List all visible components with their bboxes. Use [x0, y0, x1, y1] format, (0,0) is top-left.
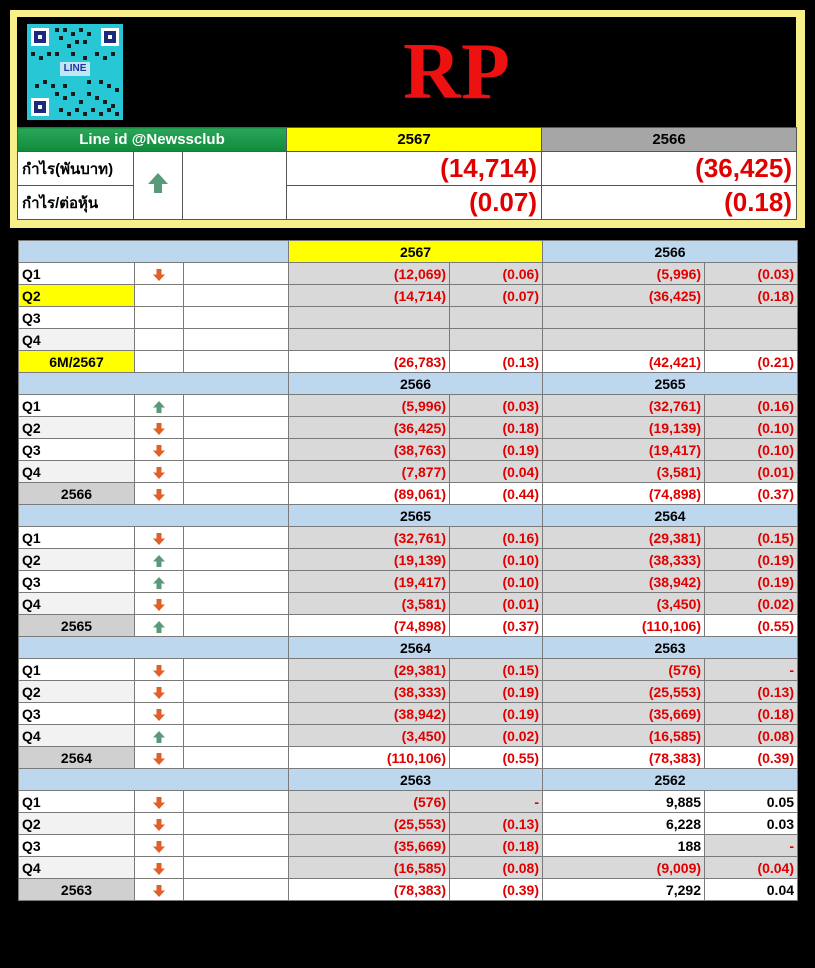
row-label: Q2 [19, 813, 135, 835]
arrow-down-icon [152, 686, 166, 700]
blank-cell [184, 329, 289, 351]
trend-cell [135, 703, 184, 725]
profit-b-cell: (38,333) [543, 549, 705, 571]
trend-cell [135, 461, 184, 483]
eps-b-cell: (0.03) [705, 263, 798, 285]
profit-current-value: (14,714) [287, 152, 542, 186]
profit-b-cell: (19,139) [543, 417, 705, 439]
profit-label: กำไร(พันบาท) [18, 152, 134, 186]
blank-cell [184, 395, 289, 417]
trend-cell [135, 329, 184, 351]
eps-a-cell: (0.18) [450, 835, 543, 857]
profit-b-cell [543, 329, 705, 351]
eps-b-cell: (0.39) [705, 747, 798, 769]
header-card [10, 10, 805, 228]
profit-b-cell: (78,383) [543, 747, 705, 769]
year-header-spacer [19, 241, 289, 263]
trend-cell [135, 351, 184, 373]
year-header-row [19, 373, 798, 395]
eps-a-cell: (0.15) [450, 659, 543, 681]
blank-cell [184, 307, 289, 329]
eps-a-cell: (0.16) [450, 527, 543, 549]
blank-cell [184, 791, 289, 813]
table-row [19, 835, 798, 857]
arrow-down-icon [152, 708, 166, 722]
blank-cell [184, 439, 289, 461]
blank-cell [184, 725, 289, 747]
blank-cell [184, 593, 289, 615]
table-row [19, 527, 798, 549]
eps-a-cell: (0.10) [450, 571, 543, 593]
profit-b-cell: (576) [543, 659, 705, 681]
table-row [19, 857, 798, 879]
blank-cell [184, 285, 289, 307]
trend-cell [135, 725, 184, 747]
blank-cell [184, 549, 289, 571]
profit-a-cell: (38,333) [289, 681, 450, 703]
table-row [19, 329, 798, 351]
profit-b-cell: 6,228 [543, 813, 705, 835]
profit-a-cell: (35,669) [289, 835, 450, 857]
section-year-a: 2566 [289, 373, 543, 395]
profit-previous-value: (36,425) [542, 152, 797, 186]
line-qr-code[interactable] [27, 24, 123, 120]
row-label: Q4 [19, 461, 135, 483]
profit-b-cell: (32,761) [543, 395, 705, 417]
row-label: Q4 [19, 725, 135, 747]
row-label: Q4 [19, 857, 135, 879]
blank-cell [184, 857, 289, 879]
stock-symbol-title: RP [403, 28, 510, 116]
eps-b-cell: (0.10) [705, 439, 798, 461]
blank-cell [184, 659, 289, 681]
row-label: Q2 [19, 681, 135, 703]
row-label: Q2 [19, 549, 135, 571]
section-year-a: 2564 [289, 637, 543, 659]
total-row [19, 483, 798, 505]
year-header-spacer [19, 637, 289, 659]
eps-a-cell: (0.55) [450, 747, 543, 769]
eps-b-cell: (0.21) [705, 351, 798, 373]
trend-cell [135, 659, 184, 681]
table-row [19, 659, 798, 681]
profit-b-cell: (42,421) [543, 351, 705, 373]
blank-cell [184, 351, 289, 373]
qr-finder-icon [31, 98, 49, 116]
eps-a-cell: (0.19) [450, 439, 543, 461]
summary-blank-cell [183, 152, 287, 220]
profit-a-cell: (26,783) [289, 351, 450, 373]
profit-b-cell: 9,885 [543, 791, 705, 813]
profit-b-cell: (3,581) [543, 461, 705, 483]
trend-cell [135, 791, 184, 813]
profit-a-cell: (12,069) [289, 263, 450, 285]
arrow-down-icon [152, 444, 166, 458]
profit-b-cell: (36,425) [543, 285, 705, 307]
eps-a-cell: (0.08) [450, 857, 543, 879]
table-row [19, 791, 798, 813]
header-panel [17, 17, 796, 220]
year-header-spacer [19, 373, 289, 395]
eps-a-cell: (0.39) [450, 879, 543, 901]
blank-cell [184, 835, 289, 857]
profit-a-cell: (14,714) [289, 285, 450, 307]
trend-cell [135, 417, 184, 439]
eps-a-cell: (0.13) [450, 351, 543, 373]
profit-b-cell: (3,450) [543, 593, 705, 615]
row-label: 2564 [19, 747, 135, 769]
table-row [19, 681, 798, 703]
eps-a-cell: (0.01) [450, 593, 543, 615]
profit-b-cell: (29,381) [543, 527, 705, 549]
blank-cell [184, 527, 289, 549]
trend-cell [135, 395, 184, 417]
profit-a-cell: (7,877) [289, 461, 450, 483]
eps-a-cell [450, 329, 543, 351]
table-row [19, 593, 798, 615]
table-row [19, 725, 798, 747]
eps-a-cell: (0.44) [450, 483, 543, 505]
eps-b-cell: (0.18) [705, 285, 798, 307]
profit-a-cell: (38,942) [289, 703, 450, 725]
row-label: Q3 [19, 835, 135, 857]
eps-b-cell [705, 307, 798, 329]
trend-cell [135, 549, 184, 571]
profit-a-cell: (29,381) [289, 659, 450, 681]
total-row [19, 879, 798, 901]
row-label: Q1 [19, 791, 135, 813]
section-year-b: 2566 [543, 241, 798, 263]
quarterly-results-table [18, 240, 798, 901]
profit-a-cell: (3,450) [289, 725, 450, 747]
profit-a-cell: (19,139) [289, 549, 450, 571]
profit-b-cell: (5,996) [543, 263, 705, 285]
arrow-down-icon [152, 488, 166, 502]
profit-a-cell: (19,417) [289, 571, 450, 593]
profit-a-cell: (38,763) [289, 439, 450, 461]
profit-b-cell: (74,898) [543, 483, 705, 505]
trend-cell [135, 879, 184, 901]
table-row [19, 307, 798, 329]
summary-trend-cell [134, 152, 183, 220]
arrow-down-icon [152, 598, 166, 612]
line-id-label[interactable]: Line id @Newssclub [18, 128, 287, 152]
profit-b-cell: 188 [543, 835, 705, 857]
profit-a-cell: (78,383) [289, 879, 450, 901]
profit-a-cell: (110,106) [289, 747, 450, 769]
trend-cell [135, 439, 184, 461]
blank-cell [184, 417, 289, 439]
table-row [19, 285, 798, 307]
row-label: Q4 [19, 593, 135, 615]
eps-a-cell [450, 307, 543, 329]
table-row [19, 417, 798, 439]
year-header-row [19, 637, 798, 659]
profit-b-cell: (38,942) [543, 571, 705, 593]
trend-cell [135, 835, 184, 857]
eps-current-value: (0.07) [287, 186, 542, 220]
trend-cell [135, 813, 184, 835]
blank-cell [184, 615, 289, 637]
table-row [19, 571, 798, 593]
table-row [19, 439, 798, 461]
row-label: Q2 [19, 285, 135, 307]
quarterly-results-body [19, 241, 798, 901]
year-header-spacer [19, 769, 289, 791]
eps-a-cell: (0.19) [450, 681, 543, 703]
row-label: Q4 [19, 329, 135, 351]
profit-b-cell: (35,669) [543, 703, 705, 725]
table-row [19, 703, 798, 725]
row-label: Q1 [19, 395, 135, 417]
table-row [19, 813, 798, 835]
row-label: Q3 [19, 439, 135, 461]
eps-b-cell: - [705, 659, 798, 681]
eps-b-cell: (0.01) [705, 461, 798, 483]
blank-cell [184, 813, 289, 835]
arrow-up-icon [147, 171, 169, 195]
row-label: Q1 [19, 659, 135, 681]
blank-cell [184, 571, 289, 593]
row-label: 2566 [19, 483, 135, 505]
profit-b-cell [543, 307, 705, 329]
arrow-down-icon [152, 422, 166, 436]
trend-cell [135, 263, 184, 285]
arrow-down-icon [152, 752, 166, 766]
blank-cell [184, 461, 289, 483]
section-year-b: 2562 [543, 769, 798, 791]
row-label: Q3 [19, 307, 135, 329]
trend-cell [135, 571, 184, 593]
profit-a-cell: (74,898) [289, 615, 450, 637]
eps-a-cell: (0.18) [450, 417, 543, 439]
table-row [19, 263, 798, 285]
eps-a-cell: (0.07) [450, 285, 543, 307]
eps-b-cell: (0.16) [705, 395, 798, 417]
profit-b-cell: 7,292 [543, 879, 705, 901]
eps-b-cell: (0.02) [705, 593, 798, 615]
eps-label: กำไร/ต่อหุ้น [18, 186, 134, 220]
eps-b-cell: (0.10) [705, 417, 798, 439]
eps-b-cell: (0.13) [705, 681, 798, 703]
arrow-down-icon [152, 664, 166, 678]
eps-a-cell: (0.03) [450, 395, 543, 417]
eps-b-cell: (0.55) [705, 615, 798, 637]
eps-a-cell: (0.06) [450, 263, 543, 285]
qr-line-label: LINE [60, 62, 90, 76]
eps-b-cell: 0.03 [705, 813, 798, 835]
eps-b-cell: (0.37) [705, 483, 798, 505]
trend-cell [135, 593, 184, 615]
eps-a-cell: (0.10) [450, 549, 543, 571]
arrow-down-icon [152, 466, 166, 480]
profit-a-cell [289, 307, 450, 329]
eps-a-cell: - [450, 791, 543, 813]
summary-year-current: 2567 [287, 128, 542, 152]
qr-finder-icon [31, 28, 49, 46]
eps-previous-value: (0.18) [542, 186, 797, 220]
profit-b-cell: (16,585) [543, 725, 705, 747]
blank-cell [184, 263, 289, 285]
arrow-down-icon [152, 818, 166, 832]
section-year-a: 2565 [289, 505, 543, 527]
eps-b-cell: (0.04) [705, 857, 798, 879]
total-row [19, 615, 798, 637]
section-year-a: 2567 [289, 241, 543, 263]
profit-a-cell: (36,425) [289, 417, 450, 439]
row-label: Q1 [19, 527, 135, 549]
profit-a-cell [289, 329, 450, 351]
eps-b-cell [705, 329, 798, 351]
arrow-up-icon [152, 730, 166, 744]
profit-b-cell: (9,009) [543, 857, 705, 879]
arrow-up-icon [152, 400, 166, 414]
year-header-row [19, 241, 798, 263]
row-label: Q3 [19, 571, 135, 593]
profit-a-cell: (3,581) [289, 593, 450, 615]
arrow-up-icon [152, 620, 166, 634]
arrow-down-icon [152, 532, 166, 546]
table-row [19, 461, 798, 483]
year-header-spacer [19, 505, 289, 527]
eps-b-cell: 0.04 [705, 879, 798, 901]
total-row [19, 351, 798, 373]
trend-cell [135, 615, 184, 637]
section-year-b: 2563 [543, 637, 798, 659]
blank-cell [184, 681, 289, 703]
trend-cell [135, 857, 184, 879]
trend-cell [135, 483, 184, 505]
profit-b-cell: (19,417) [543, 439, 705, 461]
blank-cell [184, 879, 289, 901]
section-year-a: 2563 [289, 769, 543, 791]
eps-b-cell: (0.19) [705, 571, 798, 593]
blank-cell [184, 703, 289, 725]
eps-a-cell: (0.02) [450, 725, 543, 747]
profit-a-cell: (576) [289, 791, 450, 813]
trend-cell [135, 307, 184, 329]
arrow-down-icon [152, 796, 166, 810]
arrow-down-icon [152, 840, 166, 854]
table-row [19, 549, 798, 571]
section-year-b: 2564 [543, 505, 798, 527]
row-label: 6M/2567 [19, 351, 135, 373]
arrow-down-icon [152, 268, 166, 282]
row-label: Q2 [19, 417, 135, 439]
trend-cell [135, 527, 184, 549]
trend-cell [135, 285, 184, 307]
blank-cell [184, 747, 289, 769]
arrow-down-icon [152, 884, 166, 898]
eps-a-cell: (0.37) [450, 615, 543, 637]
eps-b-cell: - [705, 835, 798, 857]
section-year-b: 2565 [543, 373, 798, 395]
eps-b-cell: (0.18) [705, 703, 798, 725]
row-label: 2563 [19, 879, 135, 901]
trend-cell [135, 747, 184, 769]
eps-a-cell: (0.13) [450, 813, 543, 835]
eps-b-cell: (0.08) [705, 725, 798, 747]
year-header-row [19, 769, 798, 791]
profit-a-cell: (25,553) [289, 813, 450, 835]
blank-cell [184, 483, 289, 505]
row-label: Q3 [19, 703, 135, 725]
arrow-up-icon [152, 576, 166, 590]
total-row [19, 747, 798, 769]
profit-a-cell: (89,061) [289, 483, 450, 505]
profit-b-cell: (110,106) [543, 615, 705, 637]
eps-a-cell: (0.04) [450, 461, 543, 483]
trend-cell [135, 681, 184, 703]
profit-b-cell: (25,553) [543, 681, 705, 703]
table-row [19, 395, 798, 417]
row-label: 2565 [19, 615, 135, 637]
summary-year-previous: 2566 [542, 128, 797, 152]
summary-table [17, 127, 797, 220]
row-label: Q1 [19, 263, 135, 285]
profit-a-cell: (32,761) [289, 527, 450, 549]
eps-b-cell: (0.15) [705, 527, 798, 549]
profit-a-cell: (16,585) [289, 857, 450, 879]
eps-a-cell: (0.19) [450, 703, 543, 725]
eps-b-cell: 0.05 [705, 791, 798, 813]
year-header-row [19, 505, 798, 527]
arrow-up-icon [152, 554, 166, 568]
eps-b-cell: (0.19) [705, 549, 798, 571]
profit-a-cell: (5,996) [289, 395, 450, 417]
arrow-down-icon [152, 862, 166, 876]
